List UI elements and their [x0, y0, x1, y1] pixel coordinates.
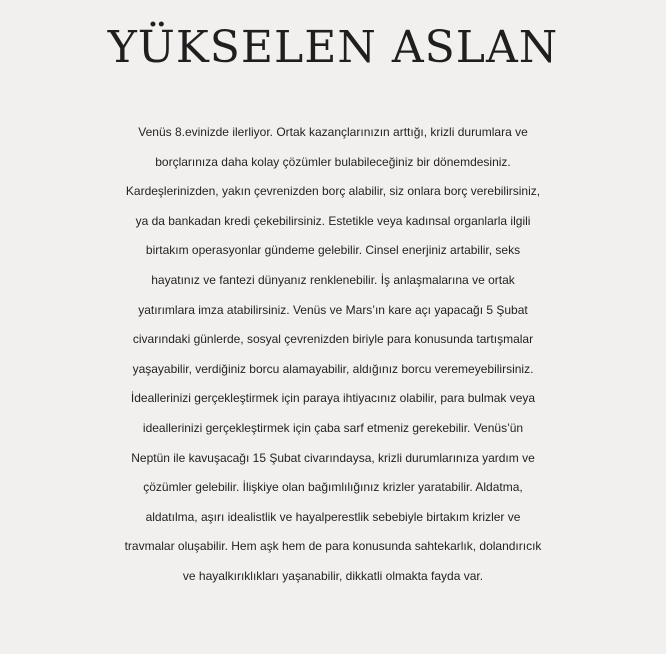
text-line: birtakım operasyonlar gündeme gelebilir. Cinsel enerjiniz artabilir, seks	[145, 243, 521, 258]
text-line: yatırımlara imza atabilirsiniz. Venüs ve Mars’ın kare açı yapacağı 5 Şubat	[138, 302, 528, 317]
text-line: çözümler gelebilir. İlişkiye olan bağımlılığınız krizler yaratabilir. Aldatma,	[143, 480, 523, 495]
text-line: ya da bankadan kredi çekebilirsiniz. Estetikle veya kadınsal organlarla ilgili	[135, 213, 531, 228]
text-line: travmalar oluşabilir. Hem aşk hem de para konusunda sahtekarlık, dolandırıcık	[124, 539, 542, 554]
text-line: Venüs 8.evinizde ilerliyor. Ortak kazançlarınızın arttığı, krizli durumlara ve	[138, 125, 528, 139]
text-line: Neptün ile kavuşacağı 15 Şubat civarındaysa, krizli durumlarınıza yardım ve	[131, 450, 535, 465]
text-line: aldatılma, aşırı idealistlik ve hayalperestlik sebebiyle birtakım krizler ve	[145, 509, 521, 524]
page-title: YÜKSELEN ASLAN	[107, 22, 559, 73]
text-line: ve hayalkırıklıkları yaşanabilir, dikkatli olmakta fayda var.	[182, 568, 484, 583]
text-line: Kardeşlerinizden, yakın çevrenizden borç alabilir, siz onlara borç verebilirsiniz,	[125, 184, 541, 199]
text-line: hayatınız ve fantezi dünyanız renklenebilir. İş anlaşmalarına ve ortak	[151, 272, 515, 287]
text-line: yaşayabilir, verdiğiniz borcu alamayabilir, aldığınız borcu veremeyebilirsiniz.	[132, 361, 534, 376]
text-line: civarındaki günlerde, sosyal çevrenizden biriyle para konusunda tartışmalar	[132, 332, 534, 347]
horoscope-text	[0, 118, 666, 592]
text-line: İdeallerinizi gerçekleştirmek için paraya ihtiyacınız olabilir, para bulmak veya	[130, 391, 536, 406]
text-line: borçlarınıza daha kolay çözümler bulabileceğiniz bir dönemdesiniz.	[155, 154, 511, 169]
text-line: ideallerinizi gerçekleştirmek için çaba sarf etmeniz gerekebilir. Venüs’ün	[142, 420, 524, 435]
